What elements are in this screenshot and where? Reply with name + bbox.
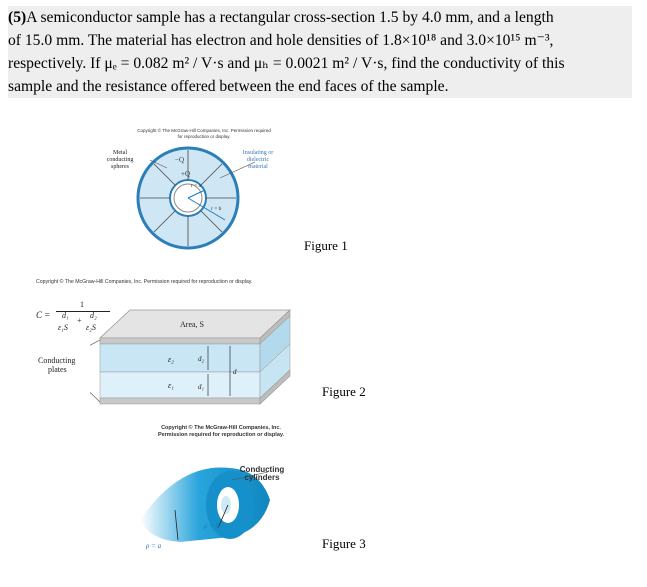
rho-a-label: ρ = a: [146, 542, 162, 550]
problem-number: (5): [8, 9, 27, 26]
figure1-caption: Figure 1: [304, 238, 348, 253]
figure2-caption: Figure 2: [322, 384, 366, 399]
figure3-copyright-line1: Copyright © The McGraw-Hill Companies, Inc.: [161, 425, 281, 431]
formula-plus: +: [77, 316, 82, 325]
formula-d1: d₁: [62, 311, 69, 320]
figure1-copyright-line2: for reproduction or display.: [177, 134, 231, 139]
figure2-plates-diagram: [90, 290, 310, 420]
charge-outer-label: −Q: [175, 156, 185, 164]
problem-line-1: A semiconductor sample has a rectangular cross-section 1.5 by 4.0 mm, and a length: [26, 9, 554, 26]
insulating-label-line2: dielectric: [246, 157, 270, 163]
metal-spheres-label: [100, 150, 140, 171]
top-plate-front: [100, 338, 260, 344]
figure3-caption: Figure 3: [322, 536, 366, 551]
problem-line-3: respectively. If μₑ = 0.082 m² / V·s and μₕ = 0.0021 m² / V·s, find the conductivity of this: [8, 52, 632, 75]
d2-label: d₂: [198, 355, 204, 363]
insulating-label-line3: material: [248, 164, 268, 170]
charge-inner-label: +Q: [181, 170, 191, 178]
conducting-cylinders-label: [234, 466, 290, 482]
problem-line-2: of 15.0 mm. The material has electron and hole densities of 1.8×10¹⁸ and 3.0×10¹⁵ m⁻³,: [8, 29, 632, 52]
figure2-copyright: Copyright © The McGraw-Hill Companies, Inc. Permission required for reproduction or display.: [36, 279, 253, 285]
figure1-copyright-line1: Copyright © The McGraw-Hill Companies, Inc. Permission required: [137, 128, 271, 133]
eps2-label: ε₂: [168, 355, 174, 364]
cylinders-label-line2: cylinders: [244, 473, 280, 482]
formula-d2: d₂: [90, 311, 97, 320]
formula-e1S: ε₁S: [58, 323, 68, 332]
metal-label-line1: Metal: [113, 150, 127, 156]
cylinders-label-line1: Conducting: [239, 465, 285, 474]
eps1-label: ε₁: [168, 381, 174, 390]
metal-label-line3: spheres: [111, 164, 129, 170]
rho-b-label: ρ = b: [204, 522, 220, 530]
figure3-copyright-line2: Permission required for reproduction or display.: [157, 431, 285, 438]
plates-label-line1: Conducting: [38, 356, 76, 365]
formula-lhs: C =: [36, 310, 51, 320]
problem-line-4: sample and the resistance offered between the end faces of the sample.: [8, 75, 632, 98]
bottom-plate-front: [100, 398, 260, 404]
plates-pointer-top: [90, 340, 100, 362]
radius-b-label: r = b: [211, 206, 222, 212]
figure3-copyright: [146, 425, 296, 438]
inner-cylinder: [221, 496, 231, 514]
radius-a-label: r = a: [191, 183, 202, 189]
d-label: d: [233, 368, 237, 376]
d1-label: d₁: [198, 383, 204, 391]
insulating-material-label: [236, 150, 280, 171]
problem-statement: [8, 6, 632, 98]
insulating-label-line1: Insulating or: [242, 150, 274, 156]
area-label: Area, S: [180, 320, 204, 329]
formula-e2S: ε₂S: [86, 323, 96, 332]
plates-label-line2: plates: [48, 365, 67, 374]
conducting-plates-label: [38, 356, 75, 374]
figure3-cylinders-diagram: [120, 450, 320, 560]
plates-pointer-bottom: [90, 362, 100, 402]
metal-label-line2: conducting: [106, 157, 134, 163]
formula-numerator: 1: [80, 300, 84, 309]
figure1-copyright: [134, 128, 274, 140]
